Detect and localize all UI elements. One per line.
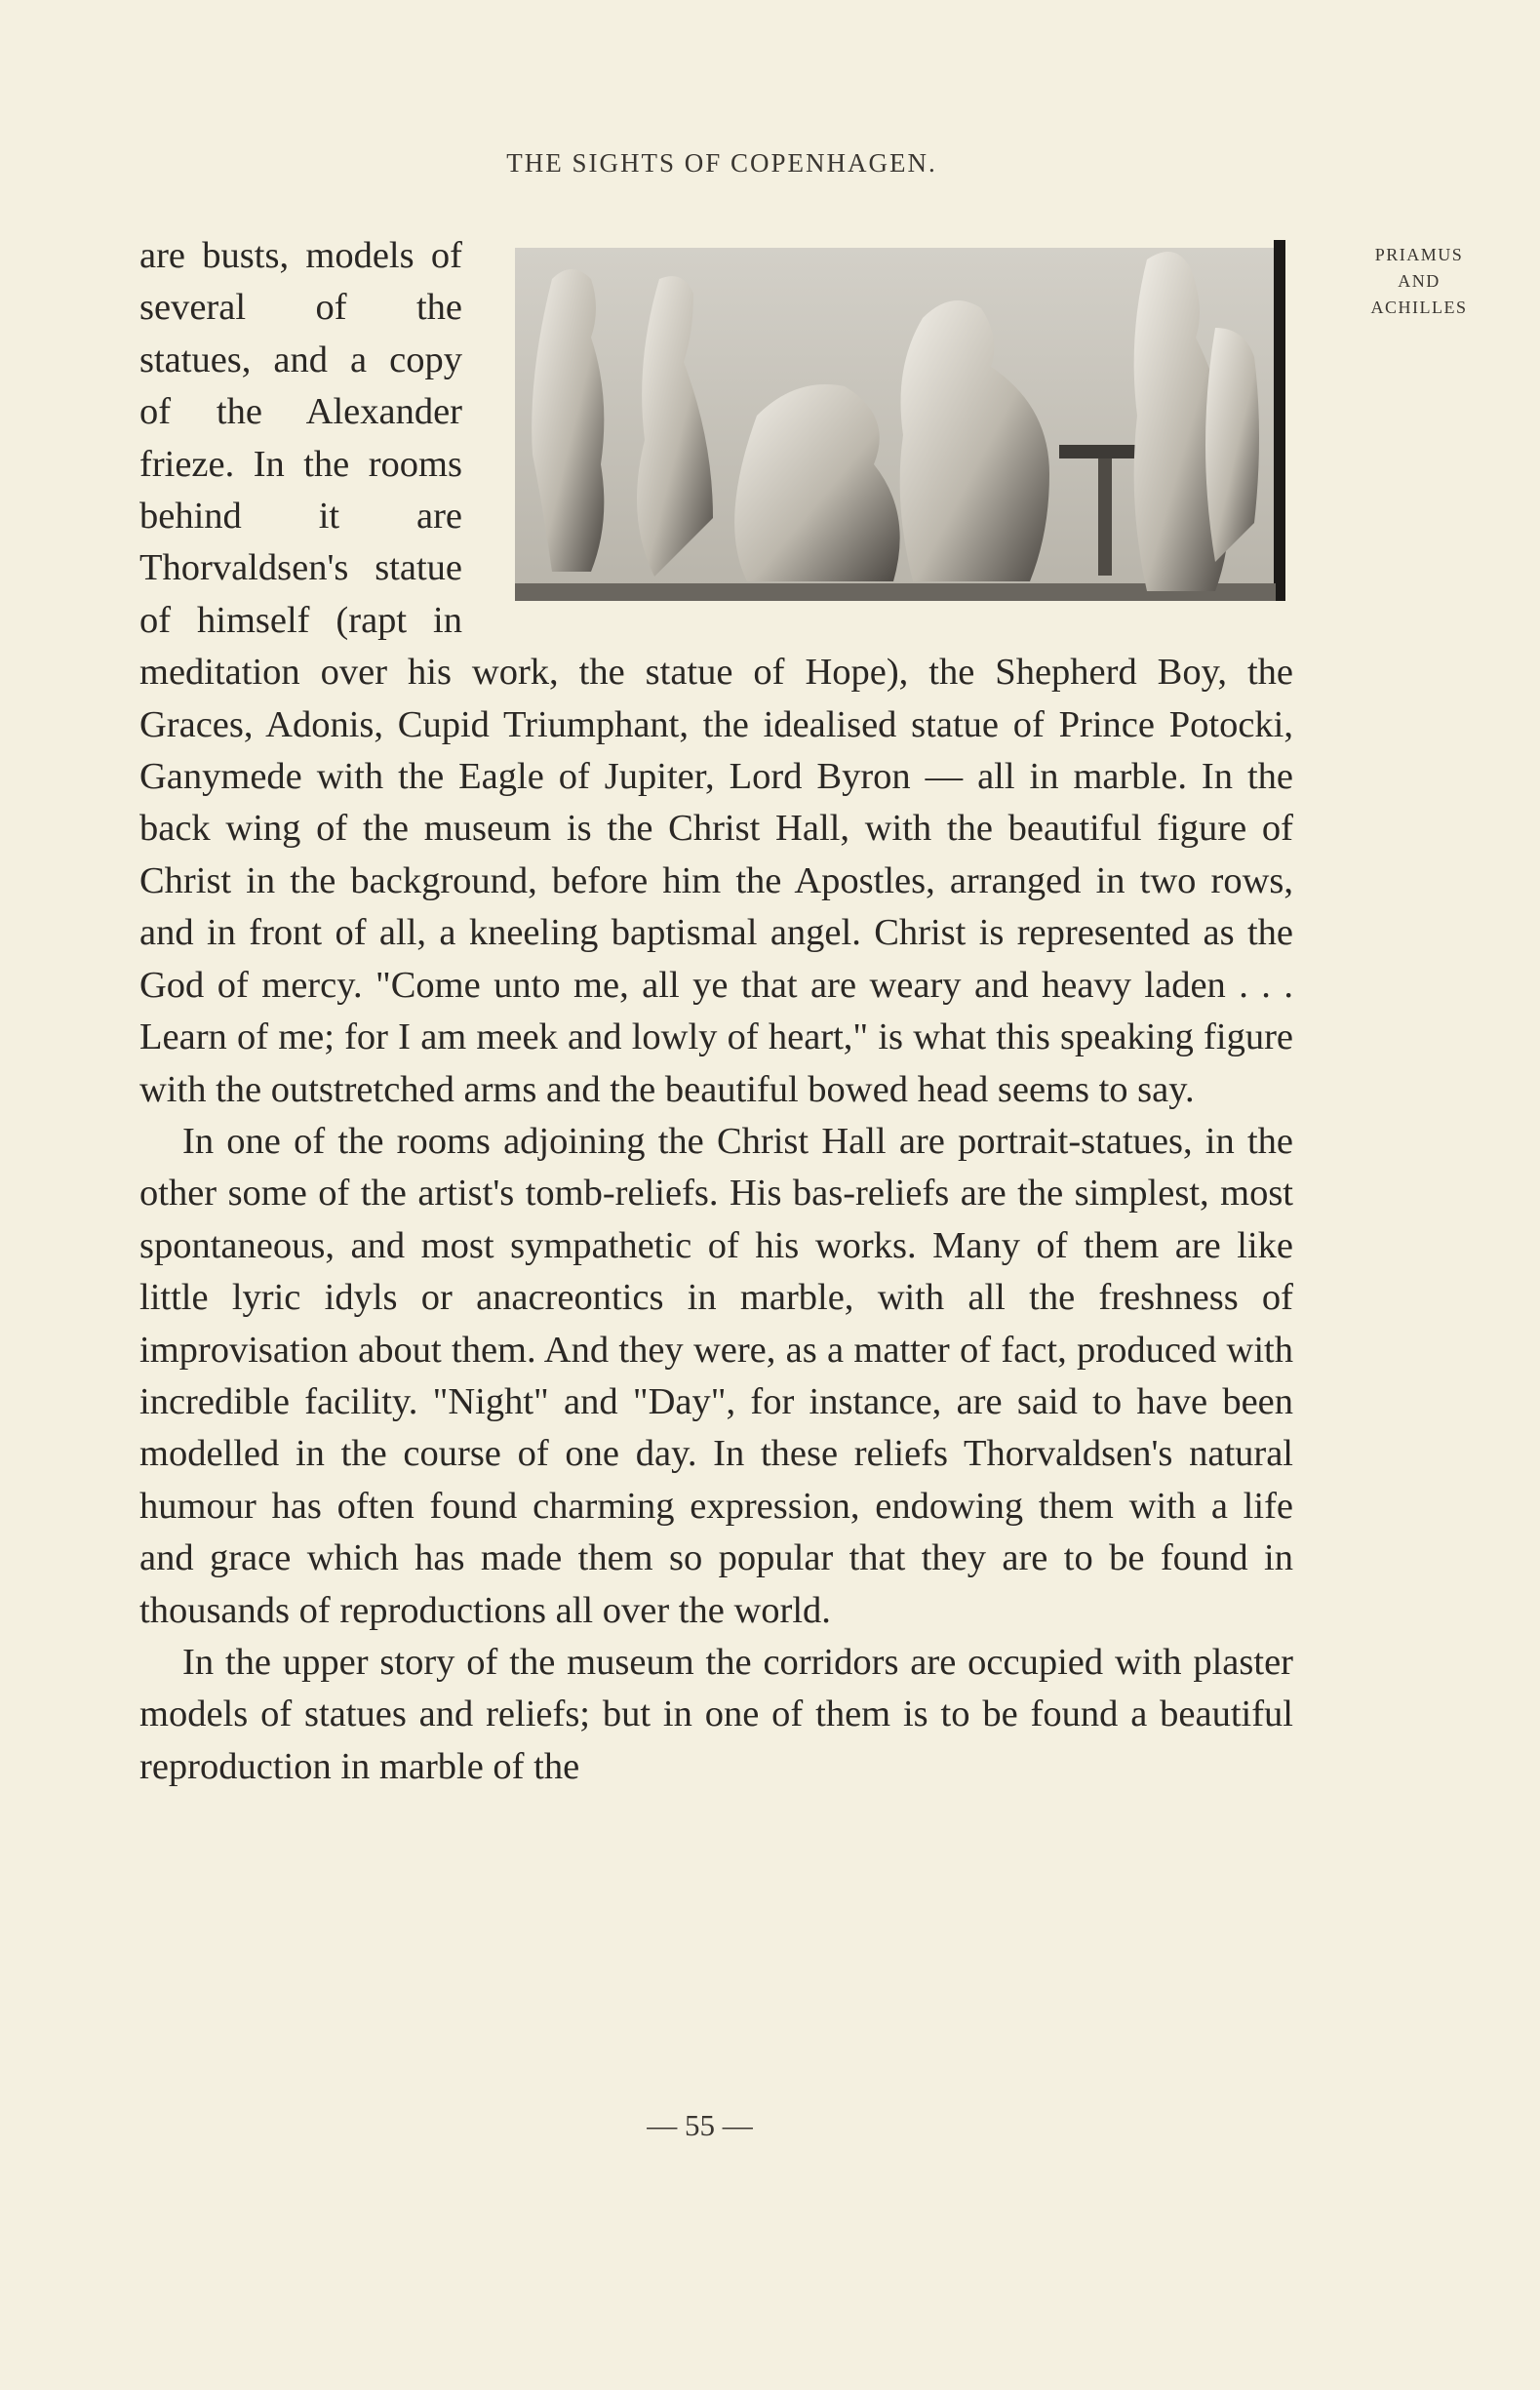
running-header: THE SIGHTS OF COPENHAGEN.: [506, 148, 937, 178]
relief-illustration: [513, 240, 1293, 609]
margin-caption-line-3: ACHILLES: [1370, 298, 1468, 317]
margin-caption-line-1: PRIAMUS: [1374, 245, 1464, 264]
margin-caption-line-2: AND: [1398, 271, 1441, 291]
relief-image: [513, 240, 1293, 609]
page-number: — 55 —: [647, 2108, 753, 2142]
paragraph-1: are busts, models of several of the statues, and a copy of the Alexander frieze. In the rooms behind it are Thorvaldsen's statue of himself (rapt in meditation over his work, the statue of Hope), the Shepherd Boy, the Graces, Adonis, Cupid Triumphant, the idealised statue of Prince Potocki, Ganymede with the Eagle of Jupiter, Lord Byron — all in marble. In the back wing of the museum is the Christ Hall, with the beautiful figure of Christ in the background, before him the Apostles, arranged in two rows, and in front of all, a kneeling baptismal angel. Christ is represented as the God of mercy. "Come unto me, all ye that are weary and heavy laden . . . Learn of me; for I am meek and lowly of heart," is what this speaking figure with the outstretched arms and the beautiful bowed head seems to say.: [139, 235, 1293, 1110]
margin-caption: [1356, 242, 1482, 321]
body-text: [139, 230, 1293, 1793]
paragraph-3: In the upper story of the museum the corridors are occupied with plaster models of statues and reliefs; but in one of them is to be found a beautiful reproduction in marble of the: [139, 1641, 1293, 1787]
paragraph-2: In one of the rooms adjoining the Christ Hall are portrait-statues, in the other some of the artist's tomb-reliefs. His bas-reliefs are the simplest, most spontaneous, and most sympathetic of his works. Many of them are like little lyric idyls or anacreontics in marble, with all the freshness of improvisation about them. And they were, as a matter of fact, produced with incredible facility. "Night" and "Day", for instance, are said to have been modelled in the course of one day. In these reliefs Thorvaldsen's natural humour has often found charming expression, endowing them with a life and grace which has made them so popular that they are to be found in thousands of reproductions all over the world.: [139, 1120, 1293, 1631]
